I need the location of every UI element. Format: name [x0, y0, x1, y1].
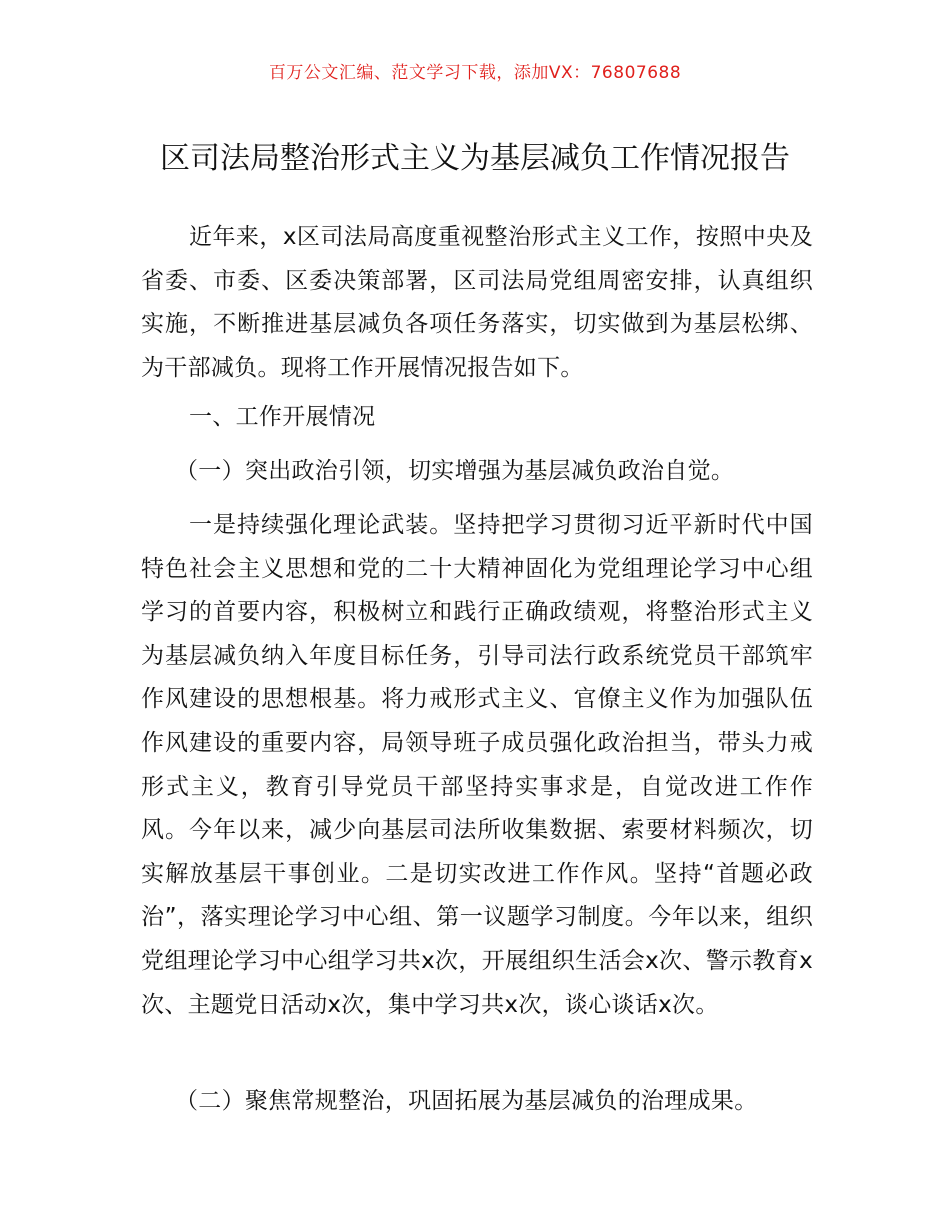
subsection-body-1: 一是持续强化理论武装。坚持把学习贯彻习近平新时代中国特色社会主义思想和党的二十大精神固化为党组理论学习中心组学习的首要内容，积极树立和践行正确政绩观，将整治形式主义为基层减负纳入年度目标任务，引导司法行政系统党员干部筑牢作风建设的思想根基。将力戒形式主义、官僚主义作为加强队伍作风建设的重要内容，局领导班子成员强化政治担当，带头力戒形式主义，教育引导党员干部坚持实事求是，自觉改进工作作风。今年以来，减少向基层司法所收集数据、索要材料频次，切实解放基层干事创业。二是切实改进工作作风。坚持“首题必政治”，落实理论学习中心组、第一议题学习制度。今年以来，组织党组理论学习中心组学习共x次，开展组织生活会x次、警示教育x次、主题党日活动x次，集中学习共x次，谈心谈话x次。	[141, 512, 813, 1018]
subsection-heading-1: （一）突出政治引领，切实增强为基层减负政治自觉。	[175, 458, 735, 484]
subsection-heading-2: （二）聚焦常规整治，巩固拓展为基层减负的治理成果。	[175, 1088, 758, 1114]
section-heading-1: 一、工作开展情况	[189, 404, 376, 430]
page-title: 区司法局整治形式主义为基层减负工作情况报告	[160, 141, 790, 177]
intro-paragraph: 近年来，x区司法局高度重视整治形式主义工作，按照中央及省委、市委、区委决策部署，区司法局党组周密安排，认真组织实施，不断推进基层减负各项任务落实，切实做到为基层松绑、为干部减负。现将工作开展情况报告如下。	[141, 224, 813, 381]
watermark-banner: 百万公文汇编、范文学习下载，添加VX：76807688	[268, 63, 682, 83]
